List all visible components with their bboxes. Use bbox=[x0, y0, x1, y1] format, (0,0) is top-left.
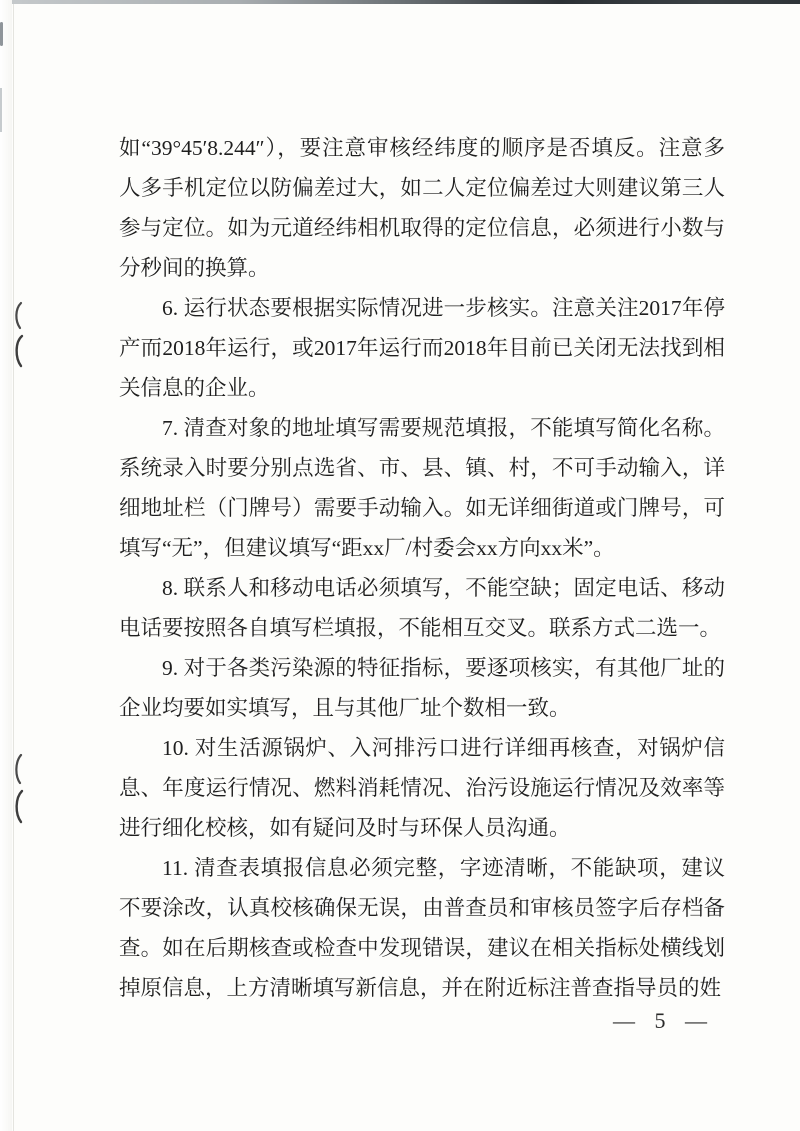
paragraph-item-8: 8. 联系人和移动电话必须填写，不能空缺；固定电话、移动电话要按照各自填写栏填报，不能相互交叉。联系方式二选一。 bbox=[119, 576, 725, 640]
paragraph-item-7: 7. 清查对象的地址填写需要规范填报，不能填写简化名称。系统录入时要分别点选省、市、县、镇、村，不可手动输入，详细地址栏（门牌号）需要手动输入。如无详细街道或门牌号，可填写“无”，但建议填写“距xx厂/村委会xx方向xx米”。 bbox=[119, 416, 725, 560]
scan-artifact-mark bbox=[0, 88, 2, 132]
binding-mark-icon bbox=[12, 300, 26, 370]
page-number: — 5 — bbox=[613, 1008, 714, 1033]
paragraph-item-10: 10. 对生活源锅炉、入河排污口进行详细再核查，对锅炉信息、年度运行情况、燃料消耗情况、治污设施运行情况及效率等进行细化校核，如有疑问及时与环保人员沟通。 bbox=[119, 736, 725, 840]
scan-artifact-mark bbox=[0, 22, 3, 46]
document-body bbox=[119, 128, 725, 1008]
paragraph-item-9: 9. 对于各类污染源的特征指标，要逐项核实，有其他厂址的企业均要如实填写，且与其他厂址个数相一致。 bbox=[119, 656, 725, 720]
paragraph-continuation: 如“39°45′8.244″），要注意审核经纬度的顺序是否填反。注意多人多手机定位以防偏差过大，如二人定位偏差过大则建议第三人参与定位。如为元道经纬相机取得的定位信息，必须进行小数与分秒间的换算。 bbox=[119, 136, 725, 280]
binding-mark-icon bbox=[12, 752, 26, 826]
scan-edge-top bbox=[0, 0, 800, 4]
scan-crease-line bbox=[13, 4, 14, 1131]
paragraph-item-6: 6. 运行状态要根据实际情况进一步核实。注意关注2017年停产而2018年运行，或2017年运行而2018年目前已关闭无法找到相关信息的企业。 bbox=[119, 296, 725, 400]
paragraph-item-11: 11. 清查表填报信息必须完整，字迹清晰，不能缺项，建议不要涂改，认真校核确保无误，由普查员和审核员签字后存档备查。如在后期核查或检查中发现错误，建议在相关指标处横线划掉原信息，上方清晰填写新信息，并在附近标注普查指导员的姓 bbox=[119, 856, 725, 1000]
scan-edge-left bbox=[0, 0, 12, 1131]
